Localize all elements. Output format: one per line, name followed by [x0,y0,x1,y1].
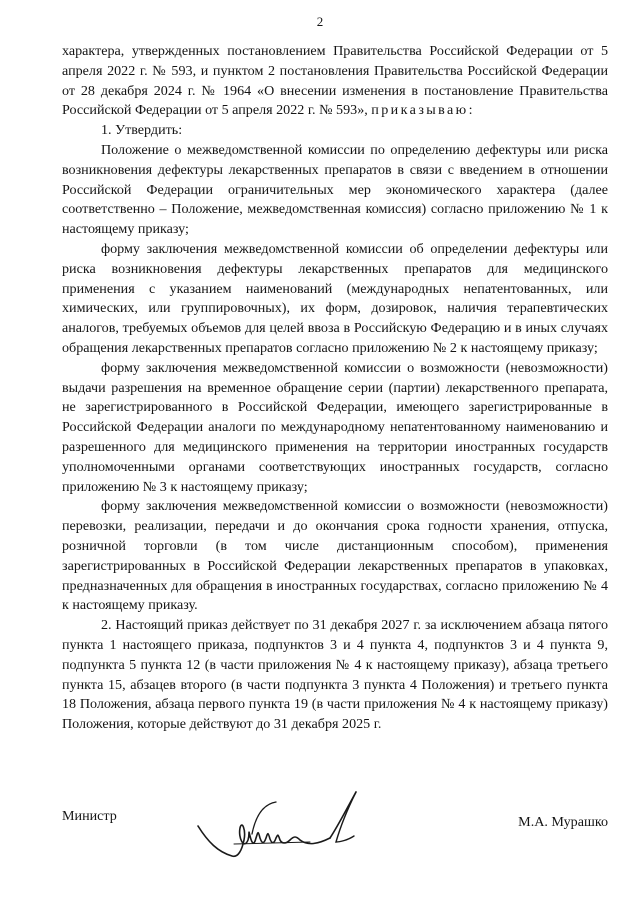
signature-block [62,806,608,896]
order-verb: приказываю: [371,102,475,119]
signatory-title: Министр [62,808,117,824]
clause-1-form-temporary-circulation: форму заключения межведомственной комиссии о возможности (невозможности) выдачи разрешения на временное обращение серии (партии) лекарственного препарата, не зарегистрированного в Российской Федерации, имеющего зарегистрированные в Российской Федерации аналоги по международному непатентованному наименованию и разрешенного для медицинского применения на территории иностранных государств уполномоченными органами соответствующих иностранных государств, согласно приложению № 3 к настоящему приказу; [62,359,608,495]
clause-1-heading: 1. Утвердить: [101,122,183,139]
clause-1-form-foreign-packaging: форму заключения межведомственной комиссии о возможности (невозможности) перевозки, реализации, передачи и до окончания срока годности хранения, отпуска, розничной торговли (в том числе дистанционным способом), применения зарегистрированных в Российской Федерации лекарственных препаратов в упаковках, предназначенных для обращения в иностранных государствах, согласно приложению № 4 к настоящему приказу. [62,498,608,614]
handwritten-signature [190,784,390,874]
legal-basis-line-4: Правительства Российской Федерации от 5 апреля 2022 г. № 593», [62,82,608,119]
legal-basis-line-2: от 5 апреля 2022 г. № 593, и пунктом 2 постановления Правительства Российской [62,43,608,79]
signatory-name: М.А. Мурашко [518,814,608,830]
order-body [62,42,608,735]
legal-basis-line-1: характера, утвержденных постановлением Правительства Российской Федерации [62,43,573,59]
clause-1-form-defect-conclusion: форму заключения межведомственной комиссии об определении дефектуры или риска возникновения дефектуры лекарственных препаратов для медицинского применения с указанием наименований (международных непатентованных, или химических, или группировочных), их форм, дозировок, наличия терапевтических аналогов, требуемых объемов для целей ввоза в Российскую Федерацию и в иных случаях обращения лекарственных препаратов согласно приложению № 2 к настоящему приказу; [62,240,608,356]
legal-basis-line-3: Федерации от 28 декабря 2024 г. № 1964 «О внесении изменения в постановление [62,62,608,99]
paragraph-legal-basis [62,42,608,121]
clause-2-validity: 2. Настоящий приказ действует по 31 декабря 2027 г. за исключением абзаца пятого пункта 1 настоящего приказа, подпунктов 3 и 4 пункта 4, подпунктов 3 и 4 пункта 9, подпункта 5 пункта 12 (в части приложения № 4 к настоящему приказу), абзаца третьего пункта 15, абзацев второго (в части подпункта 3 пункта 4 Положения) и третьего пункта 18 Положения, абзаца первого пункта 19 (в части приложения № 4 к настоящему приказу) Положения, которые действуют до 31 декабря 2025 г. [62,617,608,733]
page-number: 2 [316,14,324,29]
clause-1-regulation: Положение о межведомственной комиссии по определению дефектуры или риска возникновения дефектуры лекарственных препаратов в связи с введением в отношении Российской Федерации ограничительных мер экономического характера (далее соответственно – Положение, межведомственная комиссия) согласно приложению № 1 к настоящему приказу; [62,141,608,238]
